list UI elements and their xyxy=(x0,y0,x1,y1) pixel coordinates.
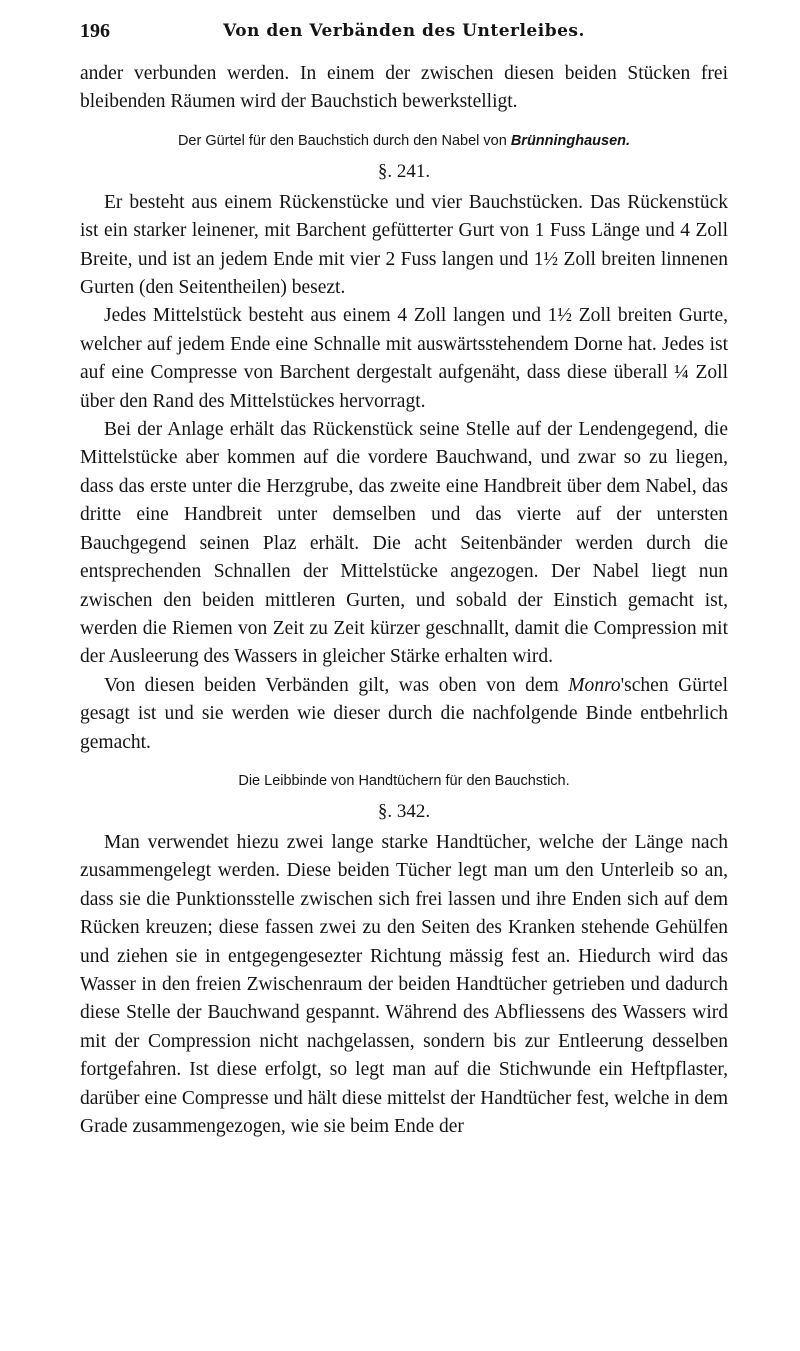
page-number: 196 xyxy=(80,20,110,42)
para4-before: Von diesen beiden Verbänden gilt, was oben von dem xyxy=(104,674,569,696)
section-number-342: §. 342. xyxy=(377,800,431,822)
heading-author: Brünninghausen. xyxy=(510,132,631,149)
page-header xyxy=(80,20,728,54)
paragraph-continued: ander verbunden werden. In einem der zwischen diesen beiden Stücken frei bleibenden Räumen wird der Bauchstich bewerkstelligt. xyxy=(80,63,728,113)
body-text xyxy=(80,60,728,1141)
paragraph-mittelstueck: Jedes Mittelstück besteht aus einem 4 Zoll langen und 1½ Zoll breiten Gurte, welcher auf jedem Ende eine Schnalle mit auswärtsstehendem Dorne hat. Jedes ist auf eine Compresse von Barchent dergestalt aufgenäht, dass diese überall ¼ Zoll über den Rand des Mittelstückes hervorragt. xyxy=(80,305,728,412)
heading-text: Der Gürtel für den Bauchstich durch den Nabel von xyxy=(177,132,507,149)
paragraph-monro xyxy=(80,672,728,757)
section-number-241: §. 241. xyxy=(377,160,431,182)
section-heading-guertel xyxy=(80,131,728,151)
section-heading-leibbinde: Die Leibbinde von Handtüchern für den Bauchstich. xyxy=(238,772,570,789)
paragraph-rueckenstueck: Er besteht aus einem Rückenstücke und vier Bauchstücken. Das Rückenstück ist ein starker leinener, mit Barchent gefütterter Gurt von 1 Fuss Länge und 4 Zoll Breite, und ist an jedem Ende mit vier 2 Fuss langen und 1½ Zoll breiten linnenen Gurten (den Seitentheilen) besezt. xyxy=(80,191,728,299)
running-title: Von den Verbänden des Unterleibes. xyxy=(223,21,585,41)
paragraph-handtuecher: Man verwendet hiezu zwei lange starke Handtücher, welche der Länge nach zusammengelegt werden. Diese beiden Tücher legt man um den Unterleib so an, dass sie die Punktionsstelle zwischen sich frei lassen und ihre Enden sich auf dem Rücken kreuzen; diese fassen zwei zu den Seiten des Kranken stehende Gehülfen und ziehen sie in entgegengesezter Richtung mässig fest an. Hiedurch wird das Wasser in den freien Zwischenraum der beiden Handtücher getrieben und dadurch diese Stelle der Bauchwand gespannt. Während des Abfliessens des Wassers wird mit der Compression nicht nachgelassen, sondern bis zur Entleerung desselben fortgefahren. Ist diese erfolgt, so legt man auf die Stichwunde ein Heftpflaster, darüber eine Compresse und hält diese mittelst der Handtücher fest, welche in dem Grade zusammengezogen, wie sie beim Ende der xyxy=(80,831,728,1137)
author-monro: Monro xyxy=(568,674,621,696)
para4-after: 'schen Gürtel gesagt ist und sie werden wie dieser durch die nachfolgende Binde entbehrlich gemacht. xyxy=(80,674,728,753)
paragraph-anlage: Bei der Anlage erhält das Rückenstück seine Stelle auf der Lendengegend, die Mittelstücke aber kommen auf die vordere Bauchwand, und zwar so zu liegen, dass das erste unter die Herzgrube, das zweite eine Handbreit über dem Nabel, das dritte eine Handbreit unter demselben und das vierte auf der untersten Bauchgegend seinen Plaz erhält. Die acht Seitenbänder werden durch die entsprechenden Schnallen der Mittelstücke angezogen. Der Nabel liegt nun zwischen den beiden mittleren Gurten, und sobald der Einstich gemacht ist, werden die Riemen von Zeit zu Zeit kürzer geschnallt, damit die Compression mit der Ausleerung des Wassers in gleicher Stärke erhalten wird. xyxy=(80,419,728,668)
